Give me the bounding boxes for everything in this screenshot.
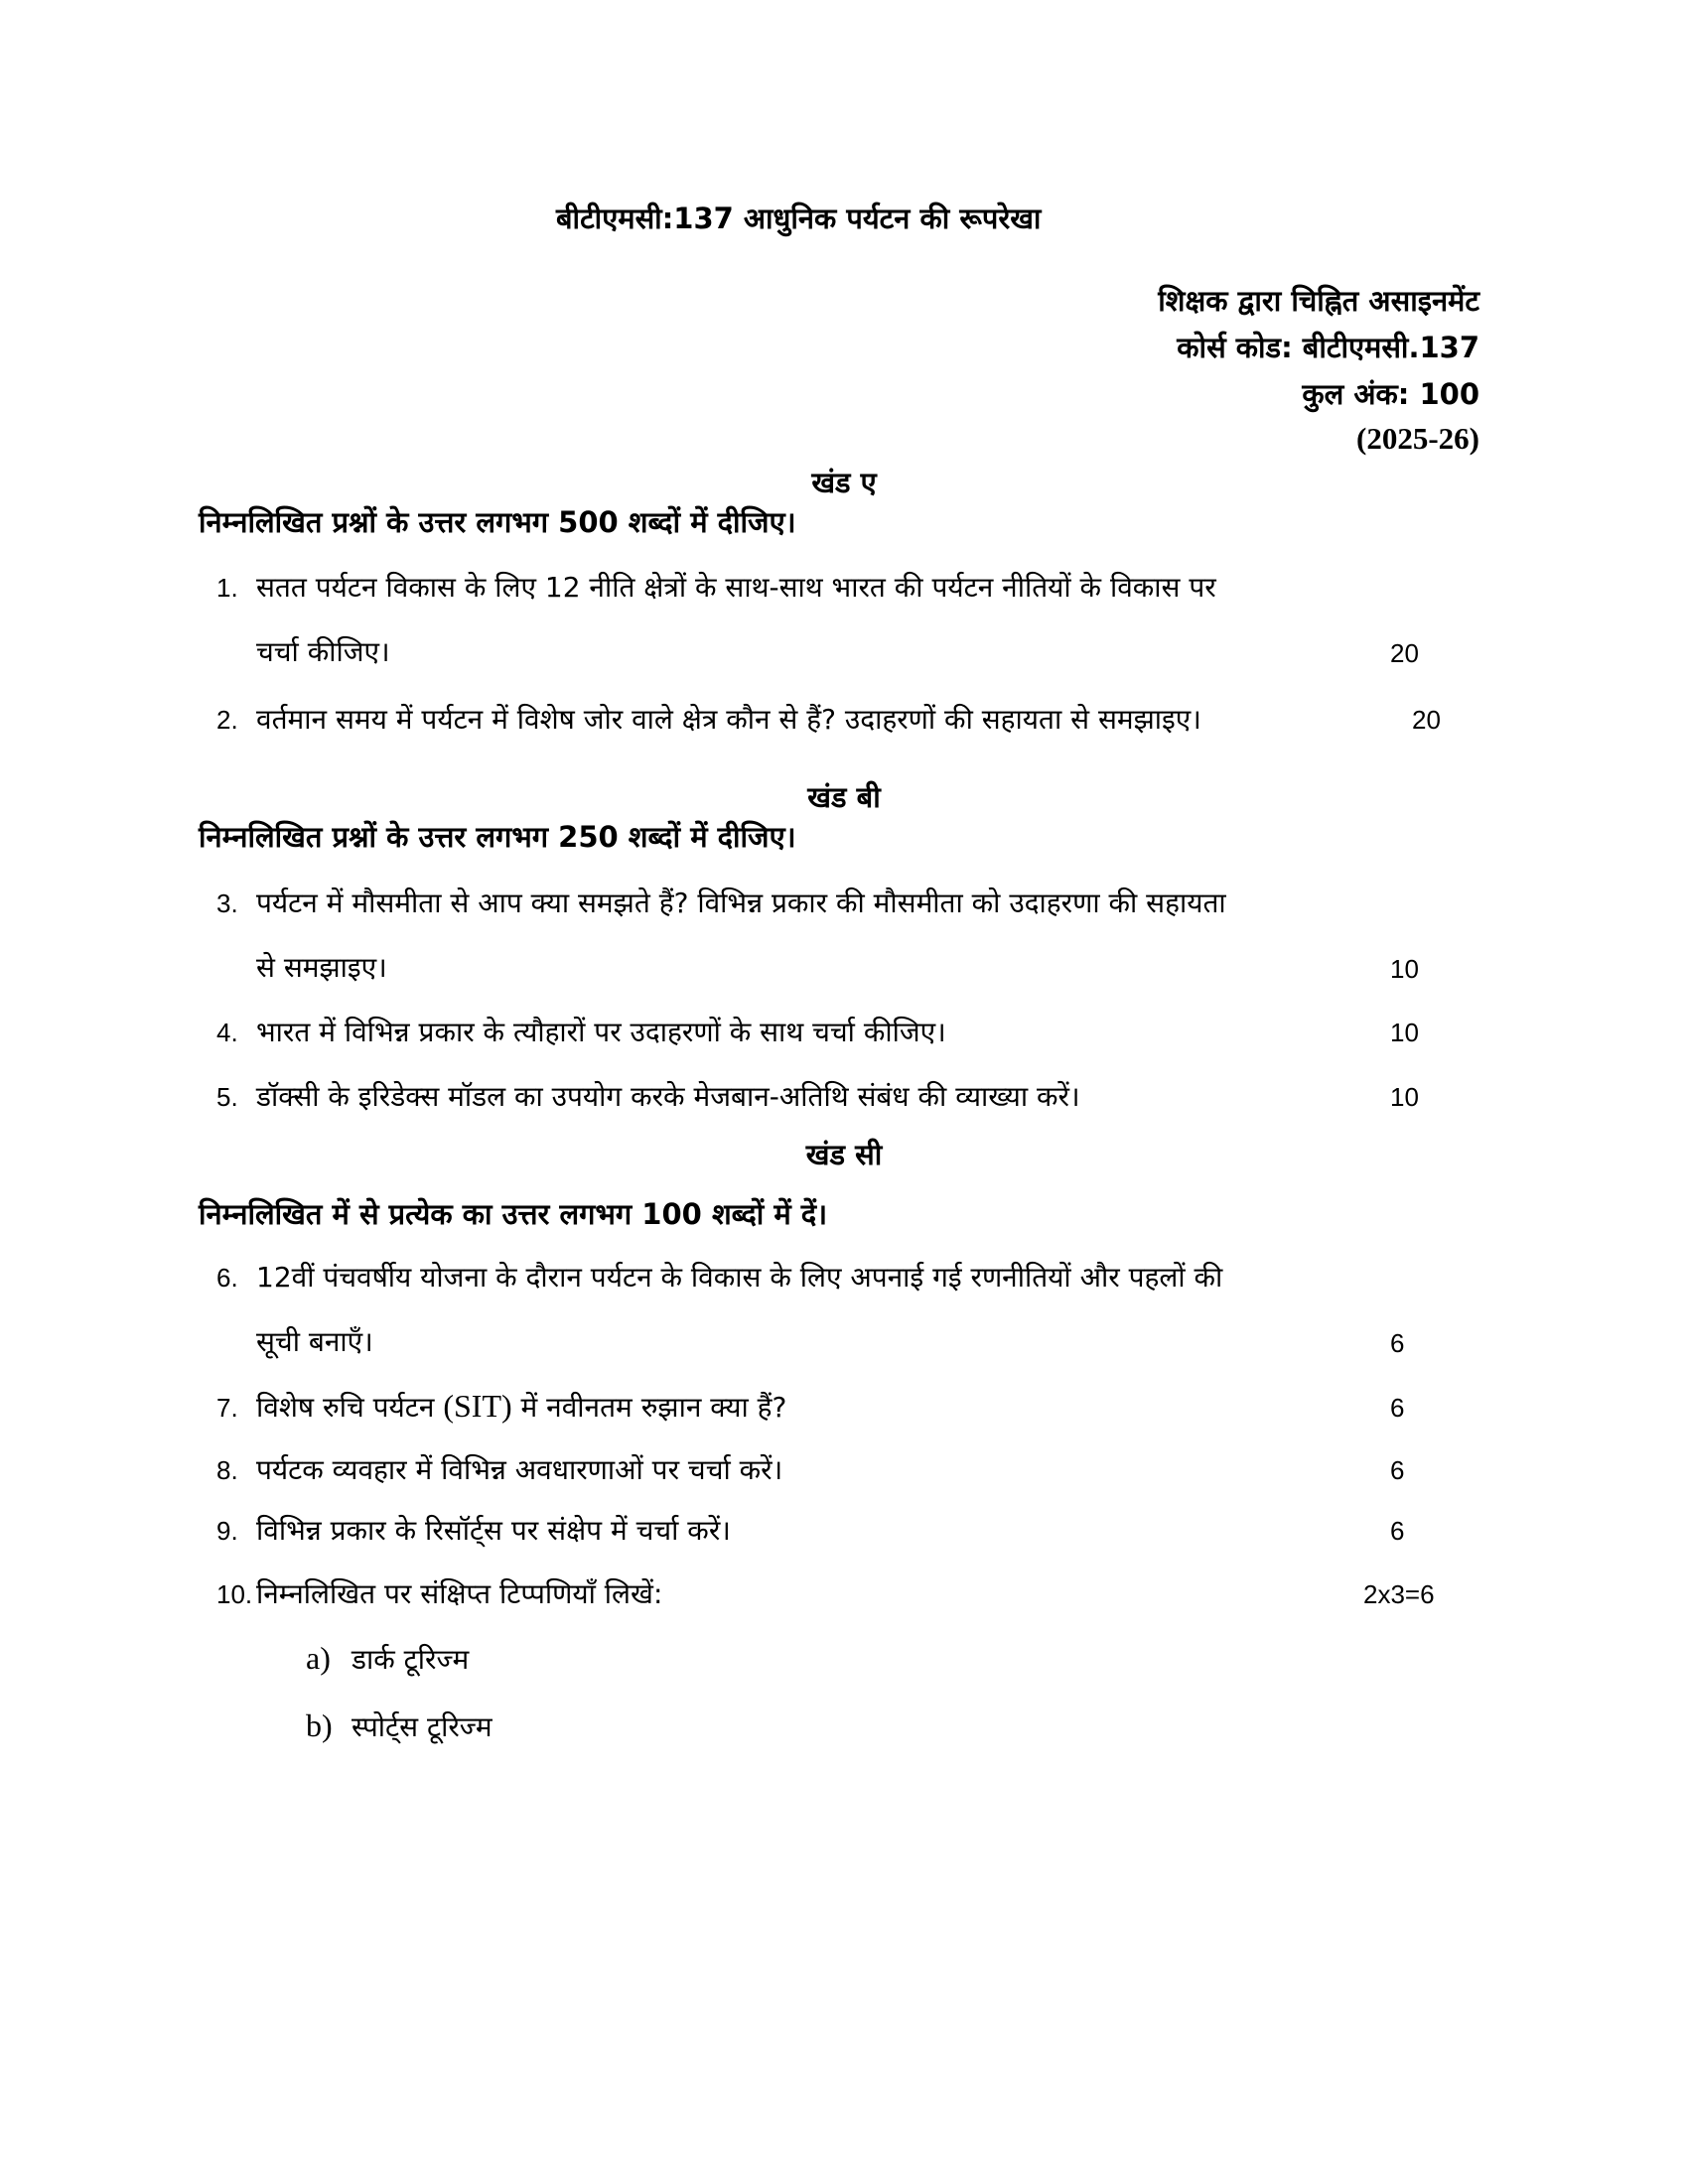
page-title: बीटीएमसी:137 आधुनिक पर्यटन की रूपरेखा [556,202,1042,235]
question-number: 8. [216,1455,238,1485]
section-instruction-b: निम्नलिखित प्रश्नों के उत्तर लगभग 250 शब्दों में दीजिए। [199,820,796,854]
question-marks: 10 [1390,1082,1419,1112]
question-marks: 6 [1390,1328,1405,1358]
question-number: 7. [216,1393,238,1423]
question-marks: 6 [1390,1393,1405,1423]
question-number: 2. [216,705,238,735]
question-number: 9. [216,1516,238,1546]
sit-abbreviation: (SIT) [443,1388,512,1424]
section-title-b: खंड बी [807,780,881,814]
question-marks: 2x3=6 [1363,1579,1435,1609]
sub-item-label: b) [306,1707,333,1743]
question-marks: 6 [1390,1455,1405,1485]
question-text-part: विशेष रुचि पर्यटन [256,1391,444,1424]
question-marks: 10 [1390,954,1419,984]
question-text [256,1388,786,1426]
session: (2025-26) [1356,421,1479,456]
assignment-type: शिक्षक द्वारा चिह्नित असाइनमेंट [1158,284,1479,318]
question-number: 10. [216,1579,253,1609]
question-text-continued: चर्चा कीजिए। [256,635,390,668]
question-text: पर्यटक व्यवहार में विभिन्न अवधारणाओं पर चर्चा करें। [256,1453,783,1486]
sub-item-text: डार्क टूरिज्म [352,1643,470,1676]
question-marks: 20 [1390,638,1419,668]
question-number: 1. [216,573,238,603]
question-text-continued: से समझाइए। [256,951,387,984]
sub-item-text: स्पोर्ट्स टूरिज्म [352,1710,492,1743]
question-number: 5. [216,1082,238,1112]
total-marks: कुल अंक: 100 [1302,377,1479,411]
question-number: 4. [216,1018,238,1047]
question-text: भारत में विभिन्न प्रकार के त्यौहारों पर उदाहरणों के साथ चर्चा कीजिए। [256,1016,946,1048]
section-title-c: खंड सी [805,1138,883,1171]
question-text: विभिन्न प्रकार के रिसॉर्ट्स पर संक्षेप में चर्चा करें। [256,1514,731,1547]
question-marks: 10 [1390,1018,1419,1047]
question-text: वर्तमान समय में पर्यटन में विशेष जोर वाले क्षेत्र कौन से हैं? उदाहरणों की सहायता से समझाइए। [256,703,1201,736]
question-marks: 20 [1412,705,1441,735]
question-number: 3. [216,888,238,918]
question-text-continued: सूची बनाएँ। [256,1325,373,1358]
section-instruction-a: निम्नलिखित प्रश्नों के उत्तर लगभग 500 शब्दों में दीजिए। [199,505,796,539]
question-text: पर्यटन में मौसमीता से आप क्या समझते हैं? विभिन्न प्रकार की मौसमीता को उदाहरणा की सहायता [256,887,1226,919]
section-instruction-c: निम्नलिखित में से प्रत्येक का उत्तर लगभग 100 शब्दों में दें। [199,1197,828,1231]
question-text: 12वीं पंचवर्षीय योजना के दौरान पर्यटन के विकास के लिए अपनाई गई रणनीतियों और पहलों की [256,1261,1223,1294]
question-marks: 6 [1390,1516,1405,1546]
question-number: 6. [216,1263,238,1293]
sub-item-label: a) [306,1640,331,1676]
question-text: डॉक्सी के इरिडेक्स मॉडल का उपयोग करके मेजबान-अतिथि संबंध की व्याख्या करें। [256,1080,1080,1113]
question-text: सतत पर्यटन विकास के लिए 12 नीति क्षेत्रों के साथ-साथ भारत की पर्यटन नीतियों के विकास पर [256,571,1216,604]
question-text: निम्नलिखित पर संक्षिप्त टिप्पणियाँ लिखें: [256,1577,663,1610]
course-code: कोर्स कोड: बीटीएमसी.137 [1177,331,1479,364]
question-text-part: में नवीनतम रुझान क्या हैं? [511,1391,787,1424]
section-title-a: खंड ए [811,466,877,499]
